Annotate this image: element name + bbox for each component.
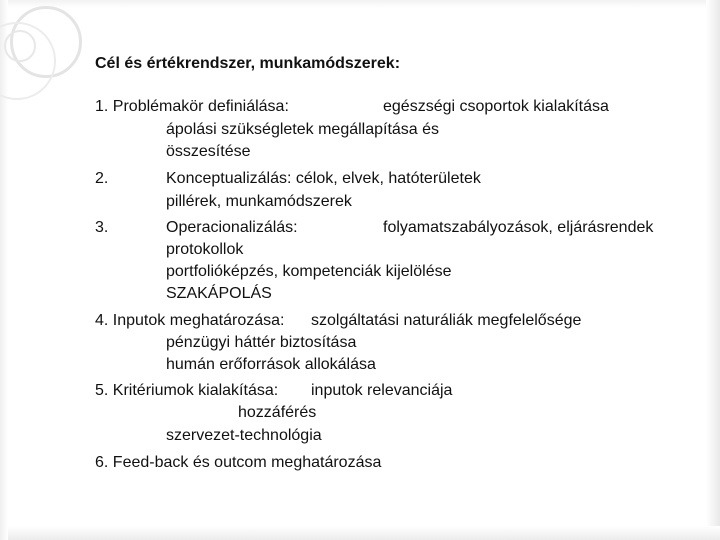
item-1-line-c: összesítése — [166, 143, 251, 160]
item-4-line-a: szolgáltatási naturáliák megfelelősége — [311, 312, 582, 329]
item-3-heading: Operacionalizálás: — [166, 219, 298, 236]
item-5-line-c: szervezet-technológia — [166, 427, 322, 444]
item-5-line-b: hozzáférés — [238, 404, 317, 421]
item-4-line-b: pénzügyi háttér biztosítása — [166, 334, 357, 351]
frame-border-top — [0, 0, 720, 8]
item-2-line-b: pillérek, munkamódszerek — [166, 193, 352, 210]
frame-border-right — [706, 0, 720, 540]
item-1-line-b: ápolási szükségletek megállapítása és — [166, 121, 440, 138]
item-1-heading: 1. Problémakör definiálása: — [95, 98, 289, 115]
item-4-line-c: humán erőforrások allokálása — [166, 356, 376, 373]
item-3-line-d: SZAKÁPOLÁS — [166, 285, 272, 302]
item-5-line-a: inputok relevanciája — [311, 382, 453, 399]
item-3-line-a: folyamatszabályozások, eljárásrendek — [383, 219, 654, 236]
item-2-line-a: Konceptualizálás: célok, elvek, hatóterületek — [166, 170, 481, 187]
slide-title: Cél és értékrendszer, munkamódszerek: — [95, 55, 401, 72]
item-3-line-b: protokollok — [166, 241, 244, 258]
item-3-line-c: portfolióképzés, kompetenciák kijelölése — [166, 263, 452, 280]
item-4-heading: 4. Inputok meghatározása: — [95, 312, 285, 329]
frame-border-bottom — [0, 526, 720, 540]
item-1-line-a: egészségi csoportok kialakítása — [383, 98, 609, 115]
decorative-ring — [4, 30, 36, 62]
item-3-number: 3. — [95, 219, 109, 236]
item-5-heading: 5. Kritériumok kialakítása: — [95, 382, 279, 399]
item-2-number: 2. — [95, 170, 109, 187]
item-6-heading: 6. Feed-back és outcom meghatározása — [95, 454, 382, 471]
